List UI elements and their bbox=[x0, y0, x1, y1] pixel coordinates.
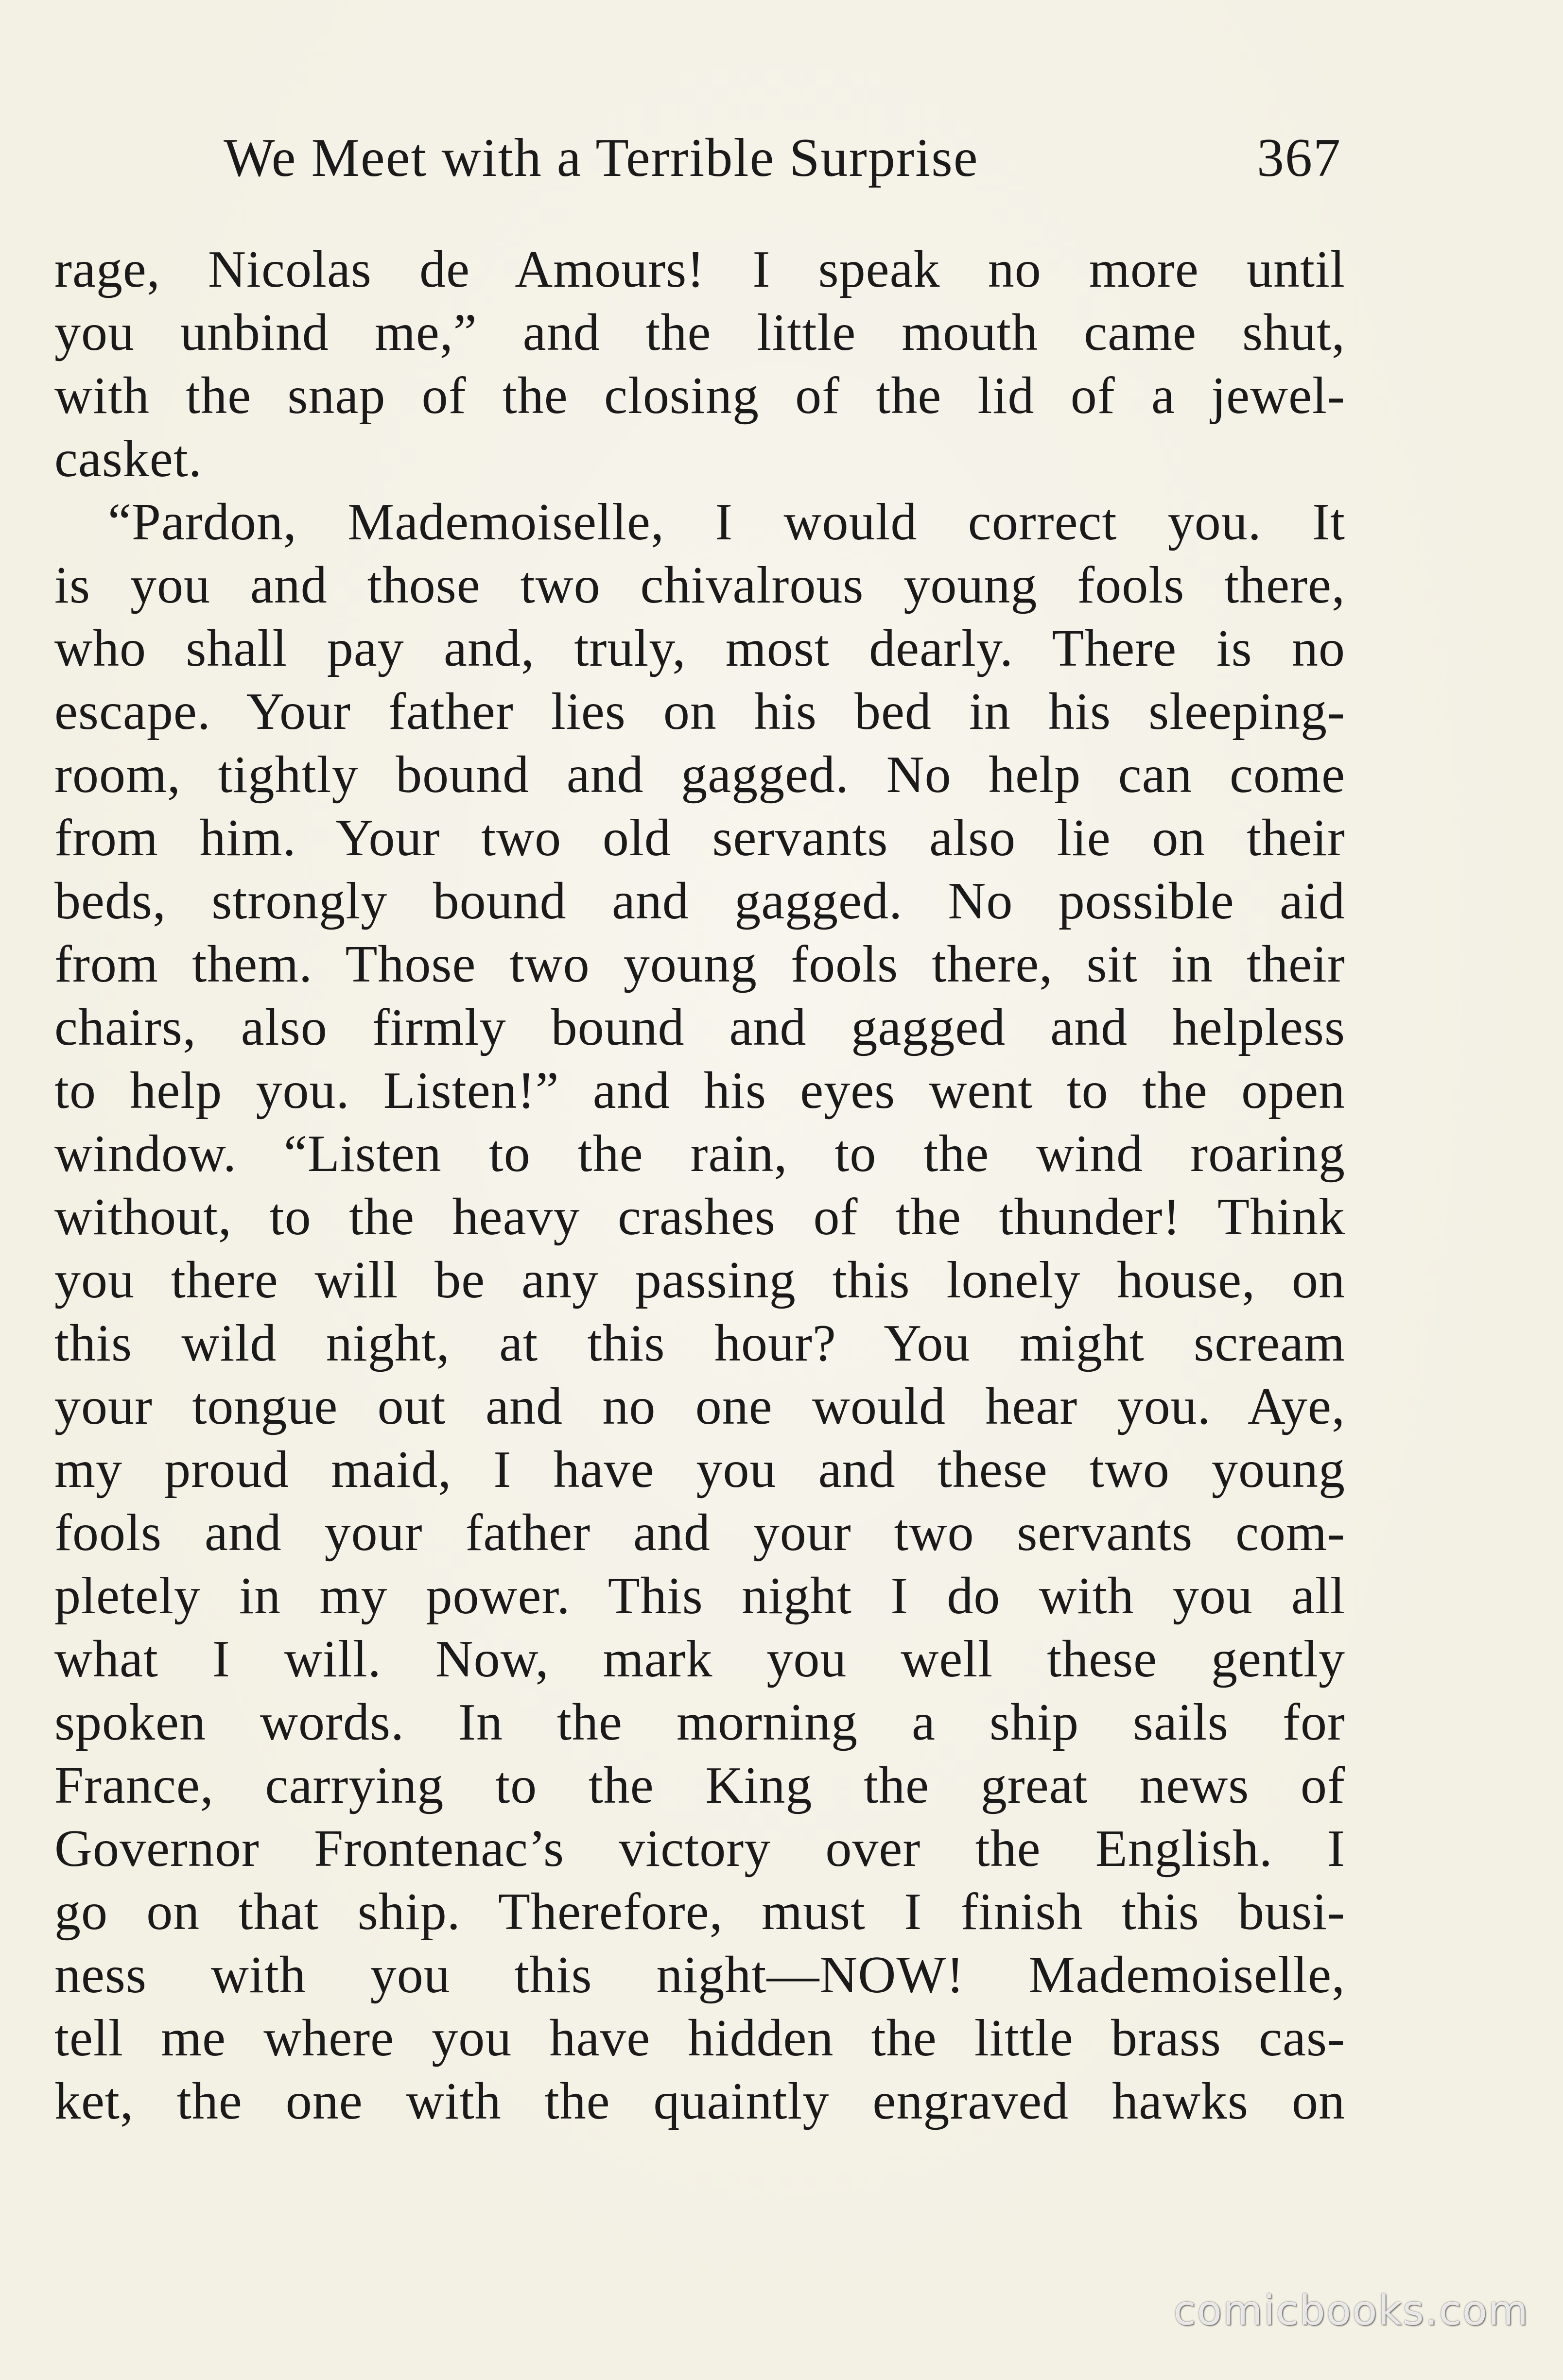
text-line: casket. bbox=[54, 430, 202, 488]
text-line: room, tightly bound and gagged. No help can come bbox=[54, 746, 1345, 804]
text-line: this wild night, at this hour? You might scream bbox=[54, 1314, 1345, 1372]
text-line: window. “Listen to the rain, to the wind roaring bbox=[54, 1125, 1345, 1183]
text-line: to help you. Listen!” and his eyes went to the open bbox=[54, 1062, 1345, 1120]
page-number: 367 bbox=[1257, 128, 1341, 188]
text-line: rage, Nicolas de Amours! I speak no more until bbox=[54, 241, 1345, 298]
text-line: from him. Your two old servants also lie on their bbox=[54, 809, 1345, 867]
text-line: you unbind me,” and the little mouth came shut, bbox=[54, 304, 1345, 362]
text-line: beds, strongly bound and gagged. No possible aid bbox=[54, 872, 1345, 930]
text-line: from them. Those two young fools there, sit in their bbox=[54, 935, 1345, 993]
body-text bbox=[54, 238, 1345, 2133]
text-line: spoken words. In the morning a ship sails for bbox=[54, 1693, 1345, 1751]
text-line: fools and your father and your two servants com- bbox=[54, 1504, 1345, 1562]
text-line: what I will. Now, mark you well these gently bbox=[54, 1630, 1345, 1688]
text-line: tell me where you have hidden the little brass cas- bbox=[54, 2009, 1345, 2067]
text-line: you there will be any passing this lonely house, on bbox=[54, 1251, 1345, 1309]
text-line: ket, the one with the quaintly engraved hawks on bbox=[54, 2072, 1345, 2130]
text-line: without, to the heavy crashes of the thunder! Think bbox=[54, 1188, 1345, 1246]
text-line: with the snap of the closing of the lid of a jewel- bbox=[54, 367, 1345, 425]
text-line: escape. Your father lies on his bed in his sleeping- bbox=[54, 683, 1345, 741]
text-line: Governor Frontenac’s victory over the English. I bbox=[54, 1820, 1345, 1878]
text-line: is you and those two chivalrous young fools there, bbox=[54, 556, 1345, 614]
text-line: pletely in my power. This night I do with you all bbox=[54, 1567, 1345, 1625]
text-line: go on that ship. Therefore, must I finish this busi- bbox=[54, 1883, 1345, 1941]
text-line: my proud maid, I have you and these two young bbox=[54, 1441, 1345, 1499]
running-title: We Meet with a Terrible Surprise bbox=[224, 128, 979, 188]
text-line: ness with you this night—NOW! Mademoiselle, bbox=[54, 1946, 1345, 2004]
watermark: comicbooks.com bbox=[1173, 2287, 1529, 2334]
text-line: France, carrying to the King the great news of bbox=[54, 1757, 1345, 1814]
text-line: “Pardon, Mademoiselle, I would correct you. It bbox=[108, 493, 1345, 551]
running-head bbox=[224, 121, 1341, 194]
text-line: your tongue out and no one would hear you. Aye, bbox=[54, 1378, 1345, 1435]
text-line: who shall pay and, truly, most dearly. There is no bbox=[54, 620, 1345, 677]
text-line: chairs, also firmly bound and gagged and helpless bbox=[54, 999, 1345, 1056]
